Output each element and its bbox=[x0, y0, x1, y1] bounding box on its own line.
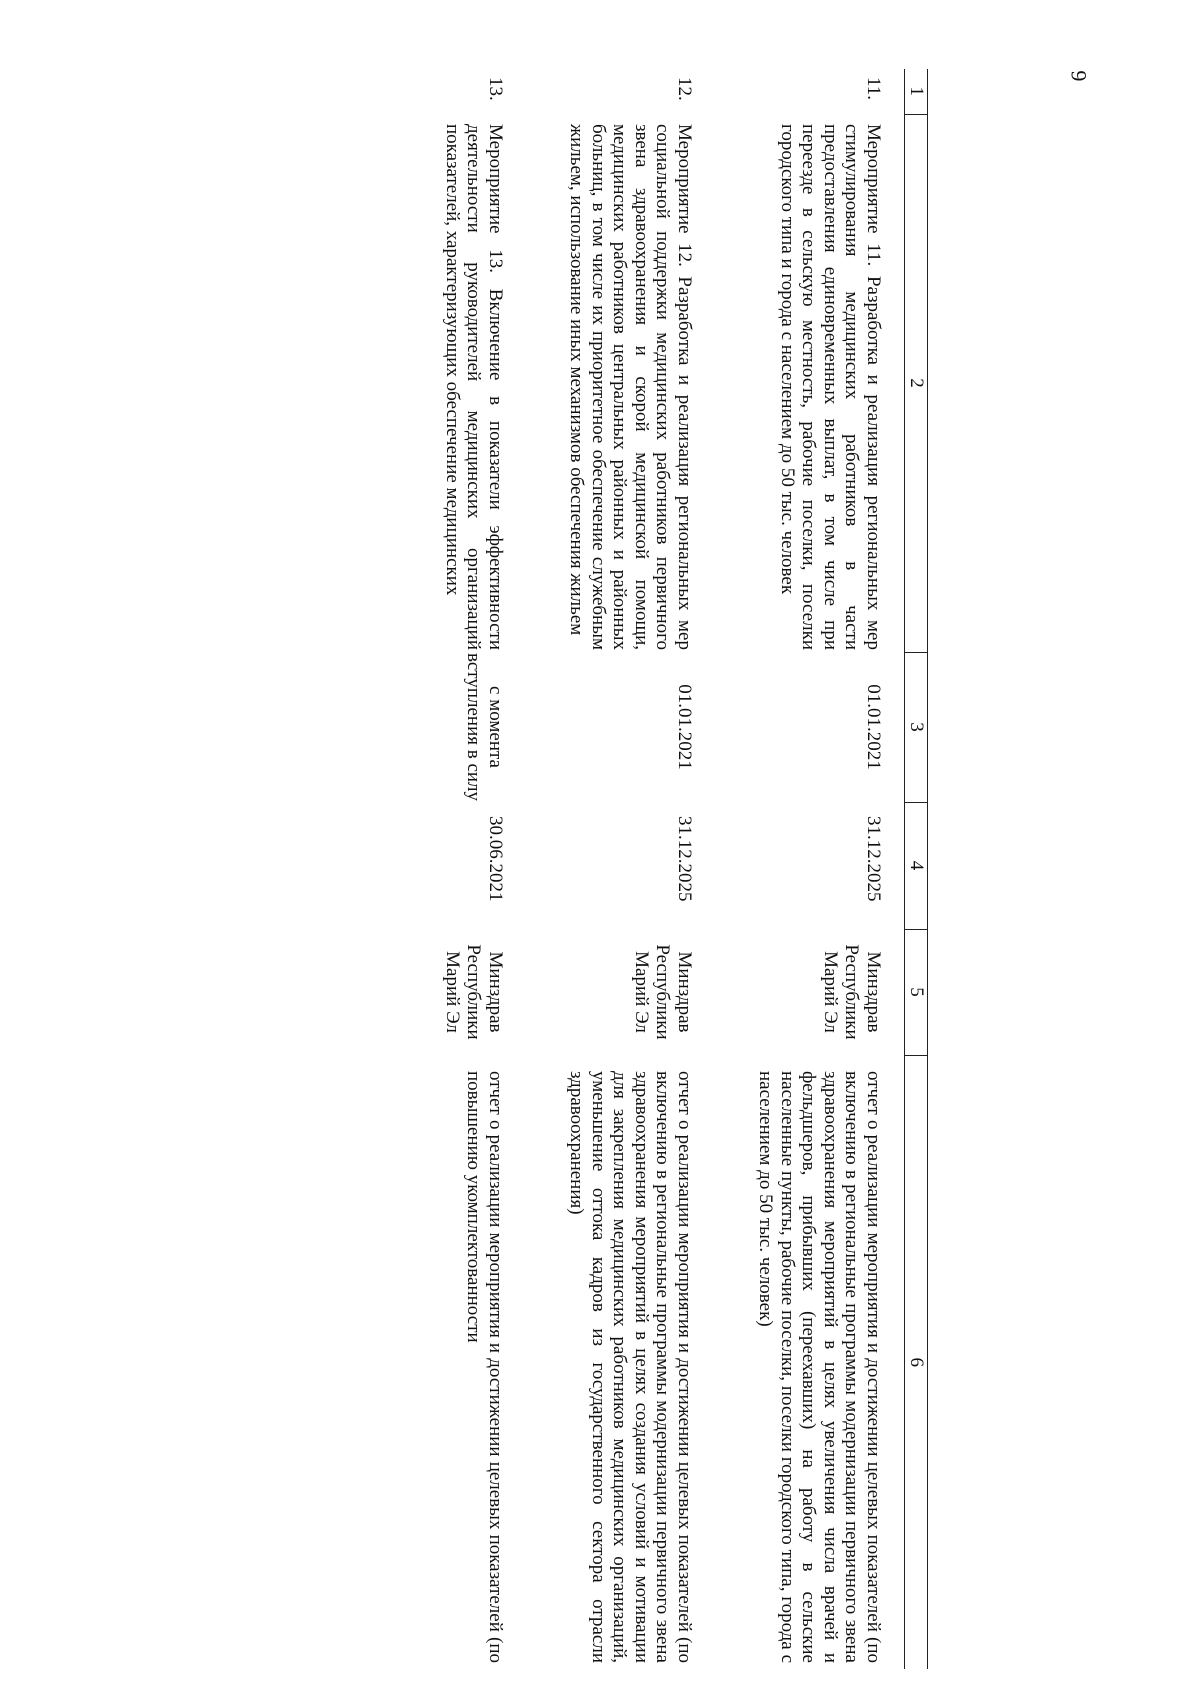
measures-table bbox=[442, 69, 929, 1669]
measure-description: Мероприятие 11. Разработка и реализация региональных мер стимулирования медицинских работников в части предоставления единовременных выплат, в том числе при переезде в сельскую местность, рабочие поселки, поселки городского типа и города с населением до 50 тыс. человек bbox=[777, 124, 884, 650]
responsible-executor: Минздрав Республики Марий Эл bbox=[820, 944, 884, 1040]
responsible-executor: Минздрав Республики Марий Эл bbox=[631, 944, 695, 1040]
row-number: 13. bbox=[485, 77, 506, 101]
page-number: 6 bbox=[1066, 70, 1091, 82]
column-header-4: 4 bbox=[905, 802, 928, 929]
end-date: 31.12.2025 bbox=[674, 816, 695, 902]
measure-description: Мероприятие 13. Включение в показатели эффективности деятельности руководителей медицинских организаций показателей, характеризующих обеспечение медицинских bbox=[442, 124, 506, 650]
column-header-2: 2 bbox=[905, 114, 928, 652]
end-date: 31.12.2025 bbox=[863, 816, 884, 902]
expected-result: отчет о реализации мероприятия и достижении целевых показателей (по включению в региональные программы модернизации первичного звена здравоохранения мероприятий в целях создания условий и мотивации для закрепления медицинских работников медицинских организаций, уменьшение оттока кадров из государственного сектора отрасли здравоохранения) bbox=[566, 1071, 695, 1663]
table-row bbox=[695, 69, 905, 1669]
row-number: 11. bbox=[863, 77, 884, 101]
column-header-row bbox=[905, 69, 928, 1669]
measure-description: Мероприятие 12. Разработка и реализация региональных мер социальной поддержки медицинских работников первичного звена здравоохранения и скорой медицинской помощи, медицинских работников центральных районных и районных больниц, в том числе их приоритетное обеспечение служебным жильем, использование иных механизмов обеспечения жильем bbox=[566, 124, 695, 650]
column-header-3: 3 bbox=[905, 652, 928, 802]
end-date: 30.06.2021 bbox=[485, 816, 506, 902]
column-header-5: 5 bbox=[905, 929, 928, 1055]
column-header-1: 1 bbox=[905, 69, 928, 114]
start-date: 01.01.2021 bbox=[863, 684, 884, 770]
start-date: с момента вступления в силу bbox=[463, 652, 506, 802]
expected-result: отчет о реализации мероприятия и достижении целевых показателей (по повышению укомплектованности bbox=[463, 1071, 506, 1663]
start-date: 01.01.2021 bbox=[674, 684, 695, 770]
responsible-executor: Минздрав Республики Марий Эл bbox=[442, 944, 506, 1040]
row-number: 12. bbox=[674, 77, 695, 101]
expected-result: отчет о реализации мероприятия и достижении целевых показателей (по включению в региональные программы модернизации первичного звена здравоохранения мероприятий в целях увеличения числа врачей и фельдшеров, прибывших (переехавших) на работу в сельские населенные пункты, рабочие поселки, поселки городского типа, города с населением до 50 тыс. человек) bbox=[755, 1071, 884, 1663]
column-header-6: 6 bbox=[905, 1055, 928, 1669]
table-row bbox=[442, 69, 507, 1669]
table-row bbox=[506, 69, 695, 1669]
